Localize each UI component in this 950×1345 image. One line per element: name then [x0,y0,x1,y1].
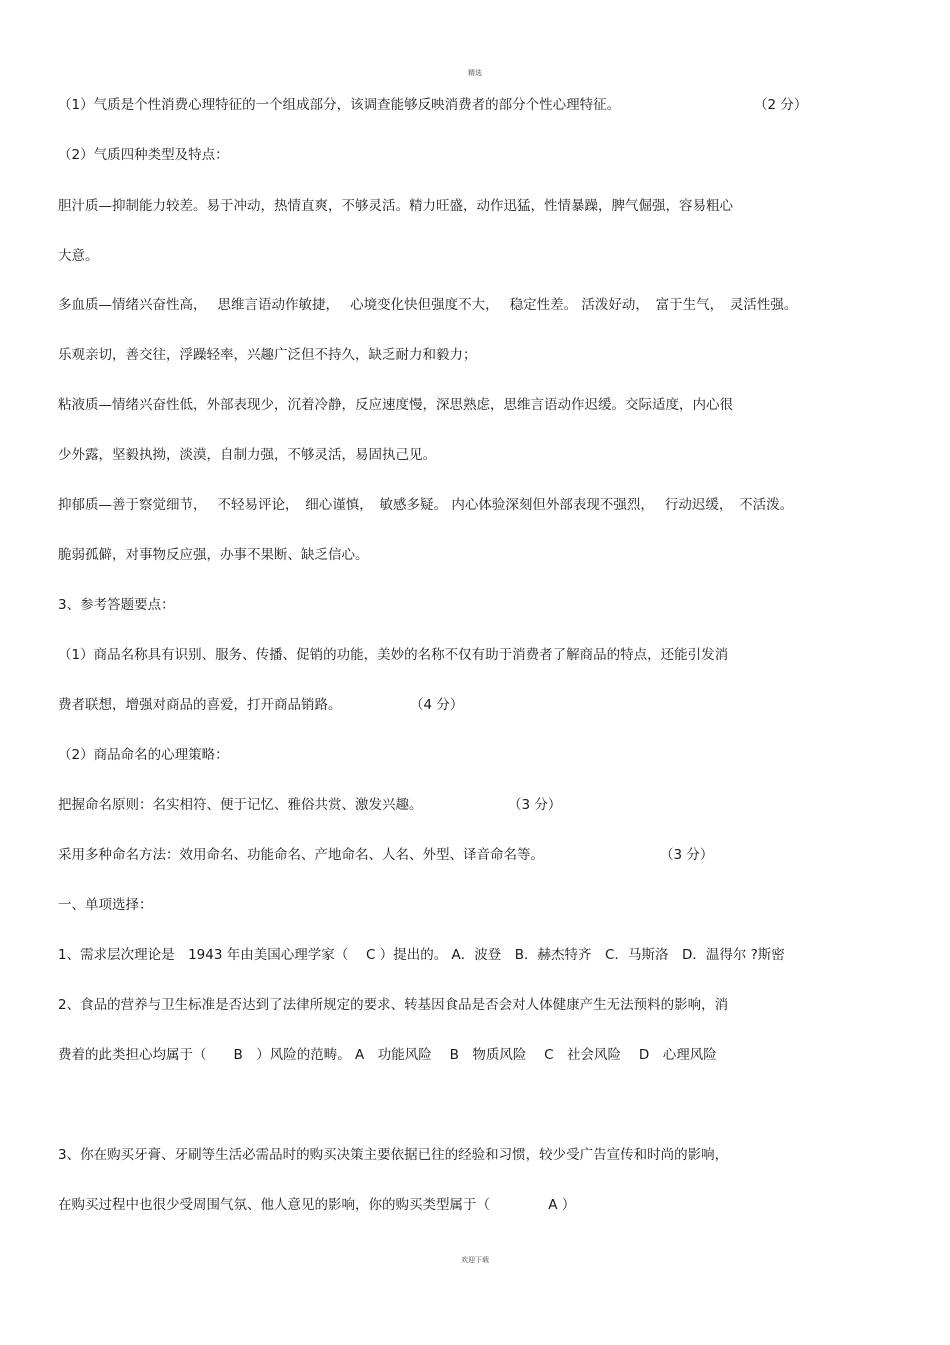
answer-line-2: （2）气质四种类型及特点： [58,147,229,163]
question-2-line-1: 2、食品的营养与卫生标准是否达到了法律所规定的要求、转基因食品是否会对人体健康产生无法预料的影响，消 [58,997,729,1013]
header-watermark: 精选 [468,69,482,77]
score-3-points-b: （3 分） [660,847,714,863]
answer-line-3: 胆汁质—抑制能力较差。易于冲动，热情直爽，不够灵活。精力旺盛，动作迅猛，性情暴躁，脾气倔强，容易粗心 [58,198,733,214]
footer-watermark: 欢迎下载 [461,1256,489,1264]
score-2-points: （2 分） [754,97,808,113]
answer-line-6: 乐观亲切，善交往，浮躁轻率，兴趣广泛但不持久，缺乏耐力和毅力； [58,347,477,363]
question-2-line-2: 费着的此类担心均属于（ B ）风险的范畴。 A 功能风险 B 物质风险 C 社会风险 D 心理风险 [58,1047,717,1063]
answer-line-7: 粘液质—情绪兴奋性低，外部表现少，沉着冷静，反应速度慢，深思熟虑，思维言语动作迟缓。交际适度，内心很 [58,397,733,413]
answer-line-8: 少外露，坚毅执拗，淡漠，自制力强，不够灵活，易固执己见。 [58,447,436,463]
score-3-points-a: （3 分） [508,797,562,813]
question-3-line-2: 在购买过程中也很少受周围气氛、他人意见的影响，你的购买类型属于（ A ） [58,1197,576,1213]
question-3-line-1: 3、你在购买牙膏、牙刷等生活必需品时的购买决策主要依据已往的经验和习惯，较少受广告宣传和时尚的影响， [58,1147,729,1163]
answer-line-15: 把握命名原则：名实相符、便于记忆、雅俗共赏、激发兴趣。 [58,797,423,813]
answer-line-12: （1）商品名称具有识别、服务、传播、促销的功能，美妙的名称不仅有助于消费者了解商品的特点，还能引发消 [58,647,729,663]
question-1: 1、需求层次理论是 1943 年由美国心理学家（ C ）提出的。 A．波登 B．赫杰特齐 C．马斯洛 D．温得尔 ?斯密 [58,947,785,963]
score-4-points: （4 分） [410,697,464,713]
answer-line-13: 费者联想，增强对商品的喜爱，打开商品销路。 [58,697,342,713]
answer-line-10: 脆弱孤僻，对事物反应强，办事不果断、缺乏信心。 [58,547,369,563]
answer-line-14: （2）商品命名的心理策略： [58,747,229,763]
answer-line-5: 多血质—情绪兴奋性高， 思维言语动作敏捷， 心境变化快但强度不大， 稳定性差。 活泼好动， 富于生气， 灵活性强。 [58,297,798,313]
answer-line-9: 抑郁质—善于察觉细节， 不轻易评论， 细心谨慎， 敏感多疑。 内心体验深刻但外部表现不强烈， 行动迟缓， 不活泼。 [58,497,794,513]
answer-line-1: （1）气质是个性消费心理特征的一个组成部分，该调查能够反映消费者的部分个性心理特征。 [58,97,621,113]
answer-line-4: 大意。 [58,248,99,264]
section-heading-single-choice: 一、单项选择： [58,897,153,913]
answer-line-16: 采用多种命名方法：效用命名、功能命名、产地命名、人名、外型、译音命名等。 [58,847,544,863]
answer-line-11: 3、参考答题要点： [58,597,175,613]
